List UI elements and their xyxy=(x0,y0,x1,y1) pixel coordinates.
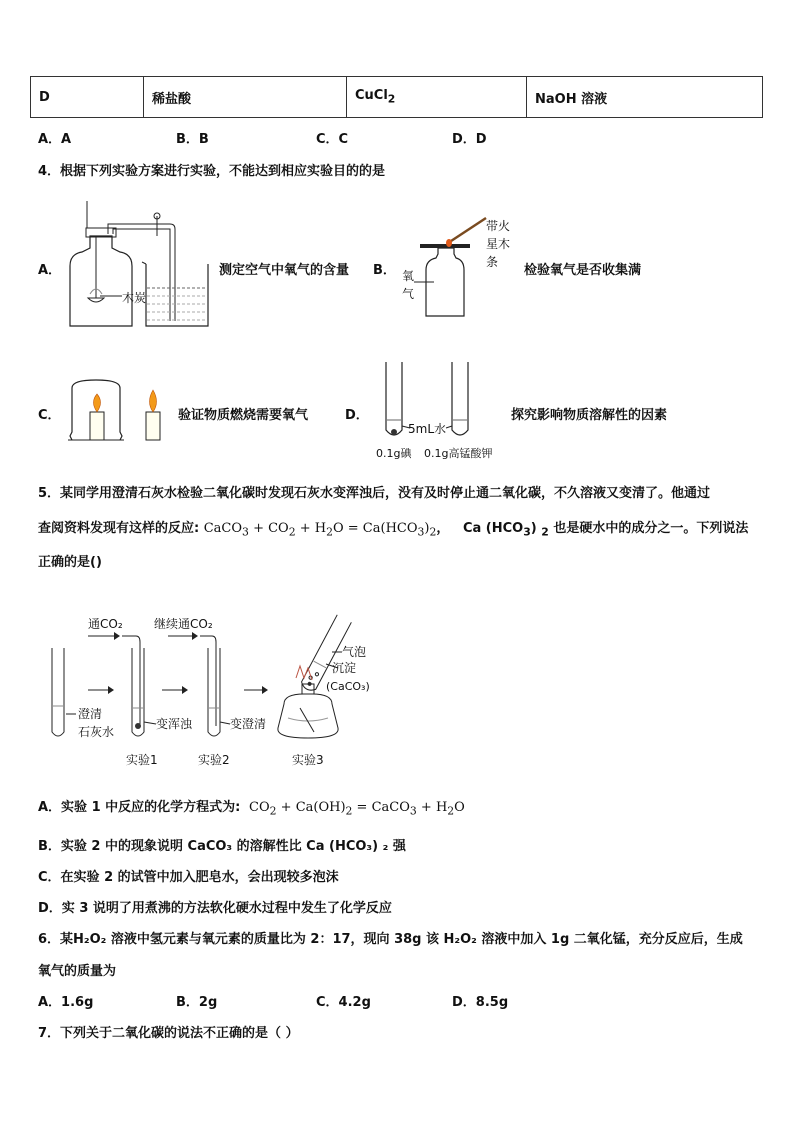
turbid-label: 变浑浊 xyxy=(156,717,193,731)
question-6-stem-line2: 氧气的质量为 xyxy=(38,964,117,979)
limewater-label: 石灰水 xyxy=(78,725,115,739)
dissolution-tubes-figure xyxy=(372,360,508,464)
q4-option-c-text: 验证物质燃烧需要氧气 xyxy=(178,408,309,423)
table-cell: NaOH 溶液 xyxy=(527,77,763,118)
experiment-3-label: 实验3 xyxy=(292,753,324,767)
experiment-2-label: 实验2 xyxy=(198,753,230,767)
q5-option-a[interactable] xyxy=(38,796,465,818)
table-cell: D xyxy=(31,77,144,118)
q4-option-d-text: 探究影响物质溶解性的因素 xyxy=(511,408,668,423)
oxygen-label-line1: 氧 xyxy=(402,269,415,283)
q4-option-b-label[interactable]: B． xyxy=(373,263,396,278)
caco3-label: (CaCO₃) xyxy=(326,680,370,693)
q4-option-c-label[interactable]: C． xyxy=(38,408,61,423)
question-4-stem: 4．根据下列实验方案进行实验，不能达到相应实验目的的是 xyxy=(38,164,386,179)
question-6-stem-line1: 6．某H₂O₂ 溶液中氢元素与氧元素的质量比为 2：17，现向 38g 该 H₂O₂ 溶液中加入 1g 二氧化锰，充分反应后，生成 xyxy=(38,932,743,947)
option-b[interactable]: B．B xyxy=(176,132,209,147)
question-5-stem-line1: 5．某同学用澄清石灰水检验二氧化碳时发现石灰水变浑浊后，没有及时停止通二氧化碳，不久溶液又变清了。他通过 xyxy=(38,486,711,501)
option-d[interactable]: D．D xyxy=(452,132,487,147)
q6-option-d[interactable]: D．8.5g xyxy=(452,995,509,1010)
becomes-clear-label: 变澄清 xyxy=(230,717,267,731)
q5-option-a-text: A．实验 1 中反应的化学方程式为: xyxy=(38,800,241,815)
q5-option-a-equation: $CO_2 + Ca(OH)_2$ = CaCO$_3$ + $H_2O$ xyxy=(244,800,465,818)
hard-water-experiment-figure xyxy=(48,608,388,770)
experiment-1-label: 实验1 xyxy=(126,753,158,767)
q5-equation: CaCO$_3$ + $CO_2 + H_2O = Ca(HCO_3)_2$ xyxy=(203,521,437,539)
answer-table xyxy=(30,76,763,118)
water-label: 5mL水 xyxy=(408,422,447,436)
q4-option-d-label[interactable]: D． xyxy=(345,408,369,423)
kmno4-label: 0.1g高锰酸钾 xyxy=(424,447,493,460)
bubbles-label: 气泡 xyxy=(342,645,367,659)
q5-line2-prefix: 查阅资料发现有这样的反应: xyxy=(38,521,200,536)
q5-option-b[interactable]: B．实验 2 中的现象说明 CaCO₃ 的溶解性比 Ca (HCO₃) ₂ 强 xyxy=(38,839,406,854)
question-5-stem-line3: 正确的是() xyxy=(38,555,102,570)
question-5-stem-line2: 查阅资料发现有这样的反应: CaCO$_3$ + $CO_2 + H_2O = Ca(HCO_3)_2$， Ca $(HCO_3)$ $_2$ 也是硬水中的成分之一。下列说法 xyxy=(38,521,749,539)
precipitate-label: 沉淀 xyxy=(332,661,357,675)
glowing-stick-label-line2: 星木 xyxy=(486,237,511,251)
glowing-stick-label-line1: 带火 xyxy=(486,219,511,233)
clear-label: 澄清 xyxy=(78,707,103,721)
glowing-stick-label-line3: 条 xyxy=(486,255,499,269)
oxygen-label-line2: 气 xyxy=(402,287,415,301)
q6-option-a[interactable]: A．1.6g xyxy=(38,995,94,1010)
formula-subscript: 2 xyxy=(387,92,396,106)
candle-combustion-figure xyxy=(66,376,178,442)
pass-co2-label: 通CO₂ xyxy=(88,617,123,631)
option-a[interactable]: A．A xyxy=(38,132,72,147)
q6-option-b[interactable]: B．2g xyxy=(176,995,218,1010)
q5-line2-suffix: 也是硬水中的成分之一。下列说法 xyxy=(553,521,749,536)
continue-co2-label: 继续通CO₂ xyxy=(154,617,213,631)
table-cell: 稀盐酸 xyxy=(144,77,347,118)
q6-option-c[interactable]: C．4.2g xyxy=(316,995,371,1010)
iodine-label: 0.1g碘 xyxy=(376,447,412,460)
q4-option-a-label[interactable]: A． xyxy=(38,263,62,278)
oxygen-bottle-figure xyxy=(398,210,528,322)
option-c[interactable]: C．C xyxy=(316,132,349,147)
q4-option-a-text: 测定空气中氧气的含量 xyxy=(219,263,350,278)
q5-option-c[interactable]: C．在实验 2 的试管中加入肥皂水，会出现较多泡沫 xyxy=(38,870,339,885)
question-7-stem: 7．下列关于二氧化碳的说法不正确的是（ ） xyxy=(38,1026,299,1041)
charcoal-label: 木炭 xyxy=(122,291,147,305)
q5-option-d[interactable]: D．实 3 说明了用煮沸的方法软化硬水过程中发生了化学反应 xyxy=(38,901,392,916)
formula-text: CuCl xyxy=(355,88,388,104)
air-oxygen-apparatus-figure xyxy=(60,196,220,336)
table-row xyxy=(31,77,763,118)
q4-option-b-text: 检验氧气是否收集满 xyxy=(524,263,642,278)
table-cell xyxy=(347,77,527,118)
